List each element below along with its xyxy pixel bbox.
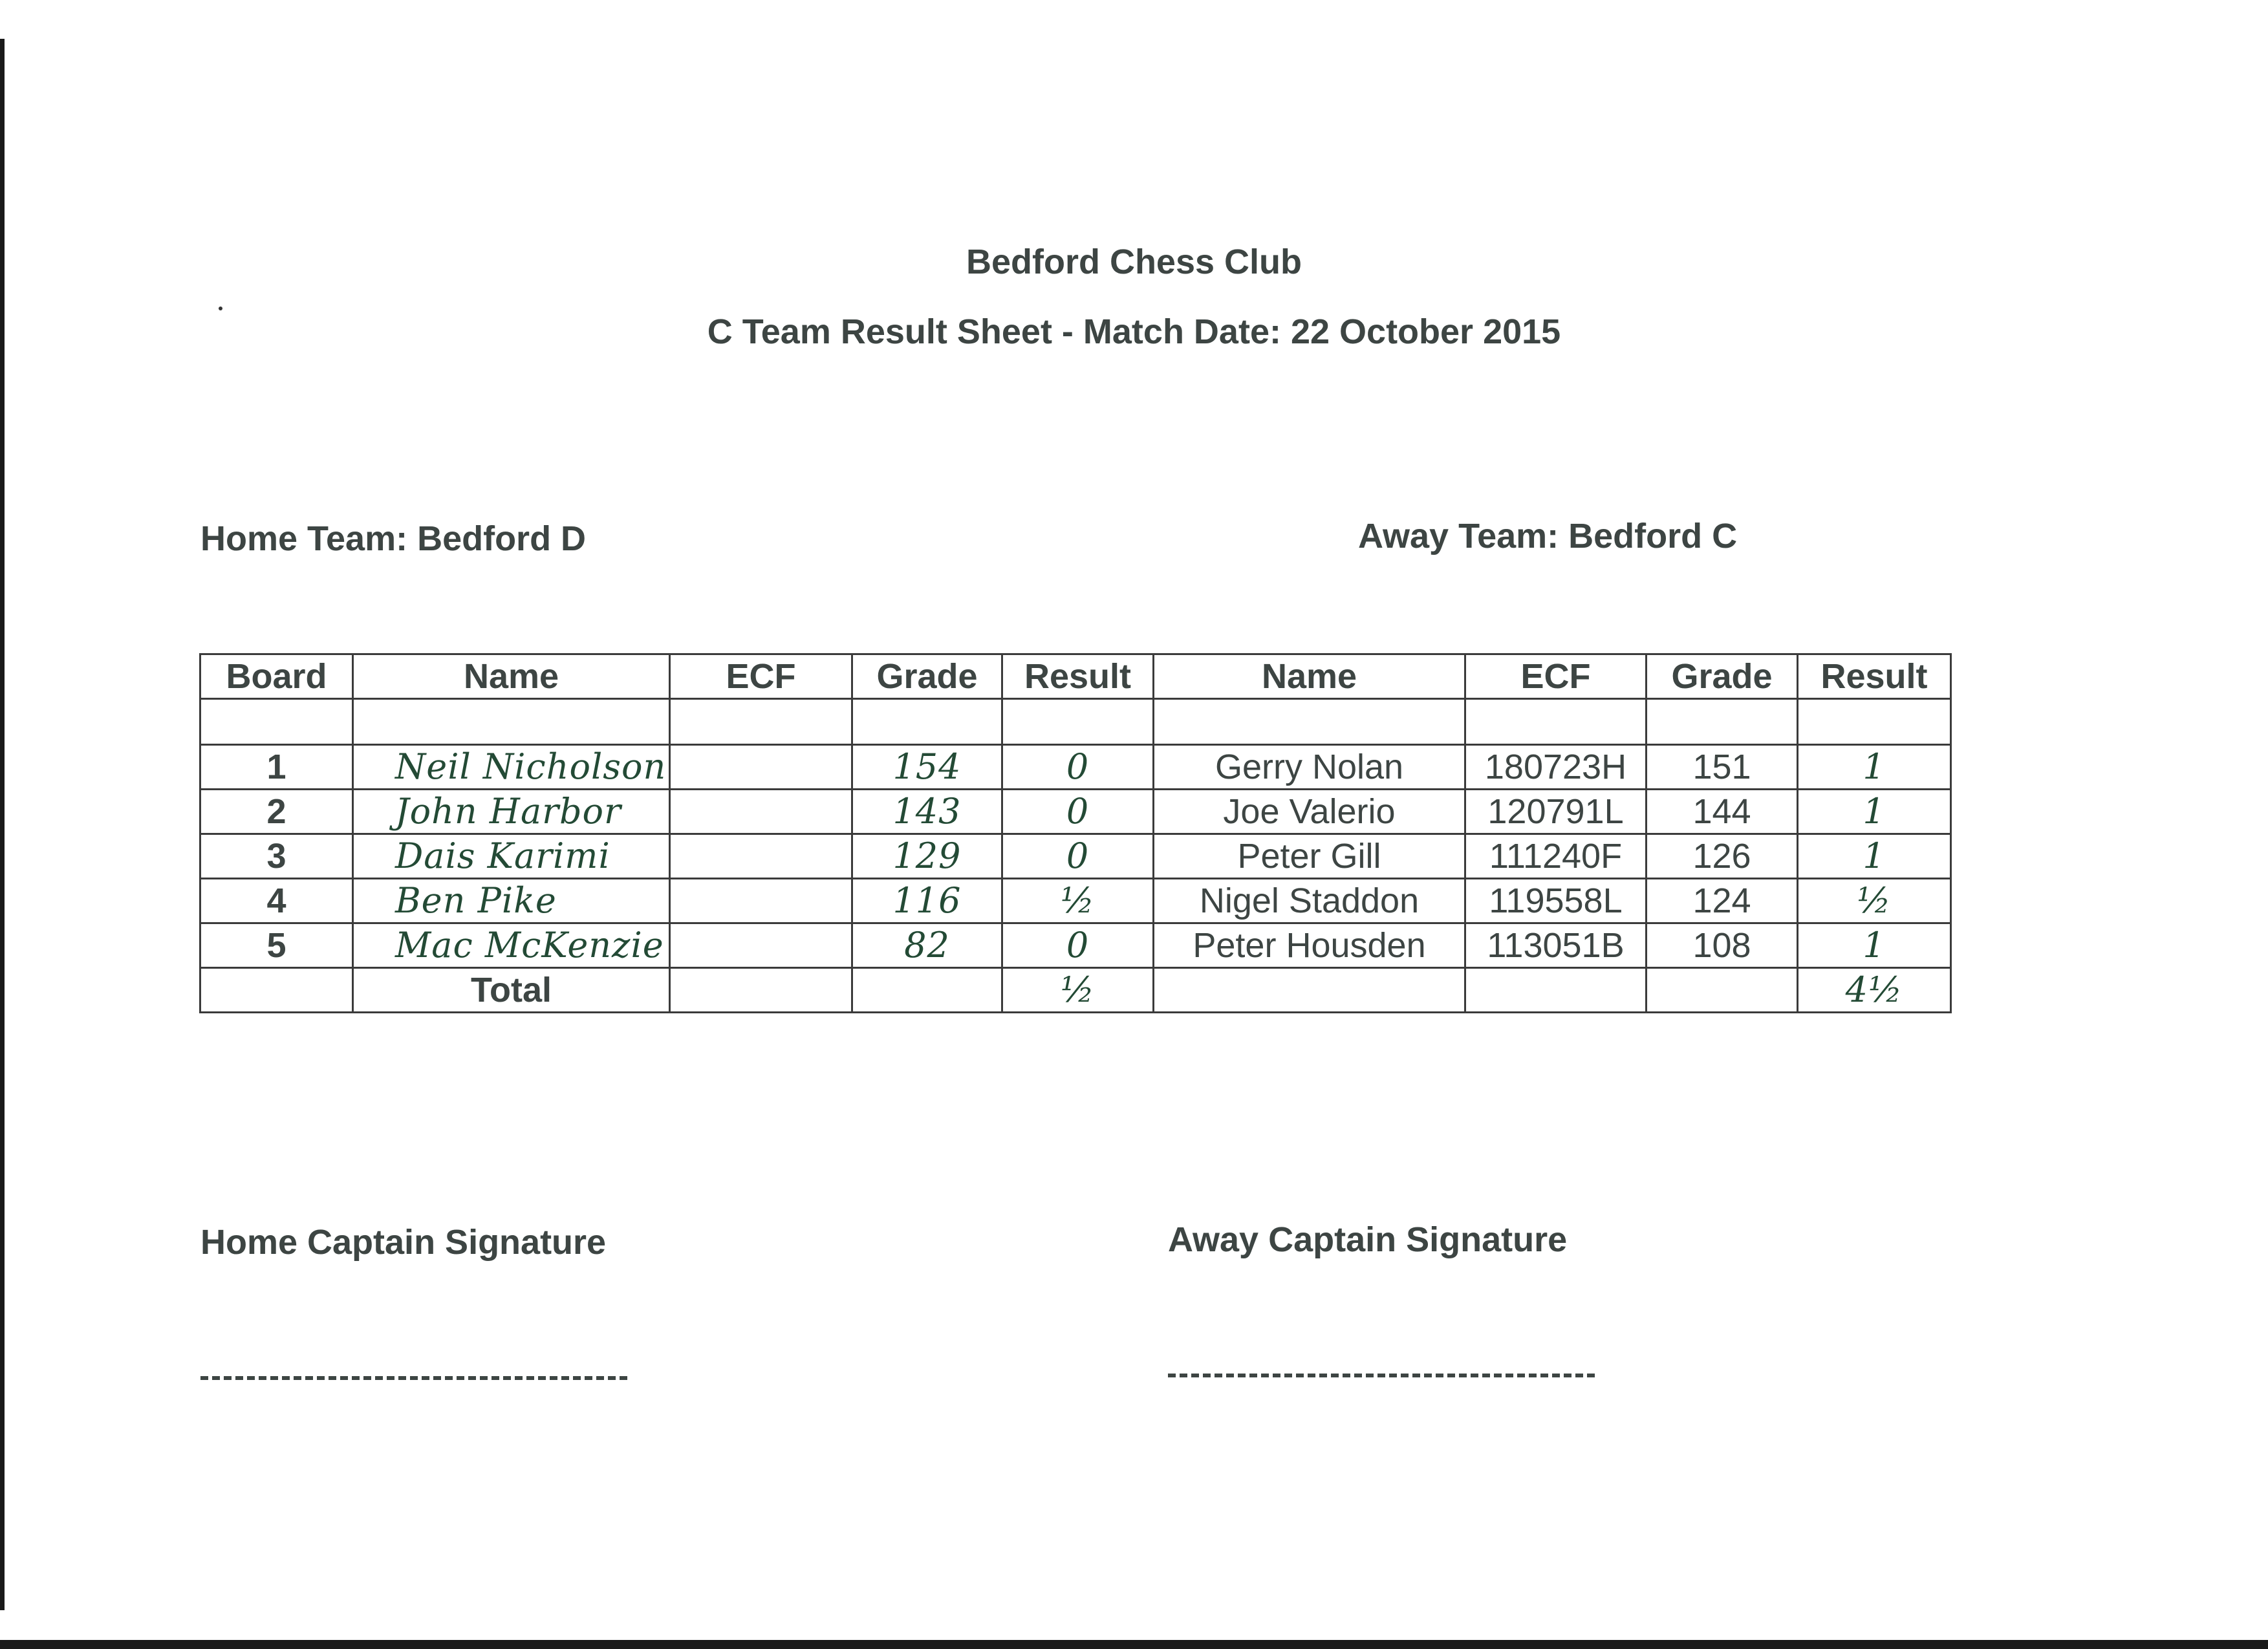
home-player-result: 0	[1002, 745, 1154, 790]
sheet-title: C Team Result Sheet - Match Date: 22 October 2015	[707, 312, 1561, 351]
total-row	[200, 968, 1951, 1013]
table-cell	[670, 968, 852, 1013]
board-number: 3	[200, 834, 353, 879]
away-player-ecf: 180723H	[1465, 745, 1647, 790]
header-home-grade: Grade	[852, 654, 1002, 699]
header-board: Board	[200, 654, 353, 699]
away-player-grade: 151	[1647, 745, 1798, 790]
home-player-result: 0	[1002, 790, 1154, 834]
header-away-name: Name	[1154, 654, 1465, 699]
table-cell	[1647, 968, 1798, 1013]
table-row	[200, 745, 1951, 790]
away-player-result: 1	[1798, 790, 1951, 834]
table-row	[200, 834, 1951, 879]
away-player-ecf: 113051B	[1465, 923, 1647, 968]
board-number: 1	[200, 745, 353, 790]
home-player-ecf	[670, 790, 852, 834]
away-player-ecf: 119558L	[1465, 879, 1647, 923]
header-home-name: Name	[353, 654, 670, 699]
table-cell	[353, 699, 670, 745]
home-player-grade: 116	[852, 879, 1002, 923]
home-player-name: John Harbor	[353, 790, 670, 834]
results-table	[199, 653, 1952, 1013]
home-player-name: Mac McKenzie	[353, 923, 670, 968]
table-cell	[200, 968, 353, 1013]
table-cell	[1465, 968, 1647, 1013]
away-player-name: Nigel Staddon	[1154, 879, 1465, 923]
home-player-result: ½	[1002, 879, 1154, 923]
table-cell	[670, 699, 852, 745]
away-player-grade: 144	[1647, 790, 1798, 834]
away-total-result: 4½	[1798, 968, 1951, 1013]
table-cell	[1647, 699, 1798, 745]
home-player-ecf	[670, 834, 852, 879]
home-player-grade: 154	[852, 745, 1002, 790]
table-row	[200, 790, 1951, 834]
header-away-ecf: ECF	[1465, 654, 1647, 699]
table-cell	[1465, 699, 1647, 745]
home-player-grade: 82	[852, 923, 1002, 968]
total-label: Total	[353, 968, 670, 1013]
club-title: Bedford Chess Club	[966, 242, 1302, 281]
scan-speck	[219, 307, 222, 310]
away-player-result: 1	[1798, 834, 1951, 879]
away-player-grade: 126	[1647, 834, 1798, 879]
away-player-ecf: 120791L	[1465, 790, 1647, 834]
table-cell	[852, 968, 1002, 1013]
table-cell	[852, 699, 1002, 745]
away-signature-line	[1168, 1374, 1595, 1377]
away-player-result: ½	[1798, 879, 1951, 923]
home-player-ecf	[670, 879, 852, 923]
table-row	[200, 923, 1951, 968]
home-player-ecf	[670, 745, 852, 790]
away-player-ecf: 111240F	[1465, 834, 1647, 879]
board-number: 2	[200, 790, 353, 834]
table-cell	[1798, 699, 1951, 745]
header-home-result: Result	[1002, 654, 1154, 699]
away-captain-signature-label: Away Captain Signature	[1168, 1220, 1568, 1259]
home-total-result: ½	[1002, 968, 1154, 1013]
away-player-name: Peter Gill	[1154, 834, 1465, 879]
table-row	[200, 879, 1951, 923]
away-player-grade: 108	[1647, 923, 1798, 968]
away-player-name: Joe Valerio	[1154, 790, 1465, 834]
home-player-name: Ben Pike	[353, 879, 670, 923]
home-player-ecf	[670, 923, 852, 968]
home-player-result: 0	[1002, 834, 1154, 879]
board-number: 5	[200, 923, 353, 968]
table-cell	[1154, 699, 1465, 745]
blank-row	[200, 699, 1951, 745]
board-number: 4	[200, 879, 353, 923]
home-player-result: 0	[1002, 923, 1154, 968]
header-row	[200, 654, 1951, 699]
home-player-name: Neil Nicholson	[353, 745, 670, 790]
table-cell	[1154, 968, 1465, 1013]
away-player-result: 1	[1798, 923, 1951, 968]
home-team-label: Home Team: Bedford D	[200, 519, 587, 558]
away-team-label: Away Team: Bedford C	[1358, 517, 1738, 555]
header-away-grade: Grade	[1647, 654, 1798, 699]
table-cell	[200, 699, 353, 745]
scan-edge-bottom	[0, 1640, 2268, 1649]
away-player-name: Gerry Nolan	[1154, 745, 1465, 790]
away-player-name: Peter Housden	[1154, 923, 1465, 968]
header-away-result: Result	[1798, 654, 1951, 699]
header-home-ecf: ECF	[670, 654, 852, 699]
away-player-grade: 124	[1647, 879, 1798, 923]
home-captain-signature-label: Home Captain Signature	[200, 1223, 607, 1262]
home-player-name: Dais Karimi	[353, 834, 670, 879]
table-cell	[1002, 699, 1154, 745]
away-player-result: 1	[1798, 745, 1951, 790]
home-player-grade: 143	[852, 790, 1002, 834]
home-signature-line	[200, 1376, 627, 1380]
home-player-grade: 129	[852, 834, 1002, 879]
